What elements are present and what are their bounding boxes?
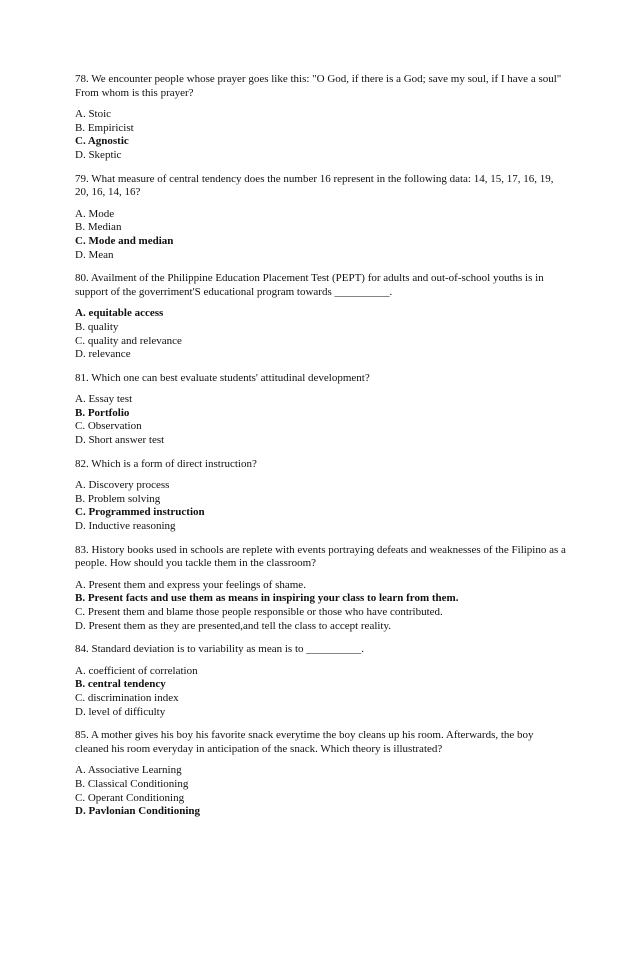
question-block — [75, 173, 568, 263]
answer-choice: D. level of difficulty — [75, 705, 166, 718]
choice-list — [75, 307, 568, 361]
answer-choice: D. Short answer test — [75, 434, 165, 447]
correct-answer-choice: C. Agnostic — [75, 135, 129, 148]
answer-choice: B. Classical Conditioning — [75, 777, 189, 790]
choice-list — [75, 665, 568, 719]
answer-choice: A. Stoic — [75, 108, 112, 121]
answer-choice: C. quality and relevance — [75, 334, 182, 347]
answer-choice: B. quality — [75, 320, 119, 333]
question-stem: 82. Which is a form of direct instruction? — [75, 457, 257, 470]
question-block — [75, 458, 568, 534]
answer-choice: A. Discovery process — [75, 479, 170, 492]
correct-answer-choice: B. Present facts and use them as means in inspiring your class to learn from them. — [75, 592, 459, 605]
correct-answer-choice: D. Pavlonian Conditioning — [75, 805, 201, 818]
correct-answer-choice: B. Portfolio — [75, 406, 130, 419]
question-stem: 84. Standard deviation is to variability as mean is to __________. — [75, 643, 365, 656]
answer-choice: A. Mode — [75, 207, 115, 220]
answer-choice: A. Essay test — [75, 393, 133, 406]
question-stem: 81. Which one can best evaluate students' attitudinal development? — [75, 371, 370, 384]
answer-choice: D. Mean — [75, 248, 114, 261]
correct-answer-choice: C. Programmed instruction — [75, 506, 205, 519]
question-block — [75, 73, 568, 163]
question-block — [75, 643, 568, 719]
answer-choice: D. Skeptic — [75, 148, 122, 161]
answer-choice: C. Observation — [75, 420, 142, 433]
question-block — [75, 372, 568, 448]
choice-list — [75, 208, 568, 262]
answer-choice: D. Inductive reasoning — [75, 520, 176, 533]
choice-list — [75, 579, 568, 633]
answer-choice: B. Empiricist — [75, 121, 134, 134]
question-block — [75, 272, 568, 362]
question-stem: 79. What measure of central tendency does the number 16 represent in the following data: 14, 15, 17, 16, 19, 20, 16, 14, 16? — [75, 172, 554, 199]
answer-choice: B. Problem solving — [75, 492, 161, 505]
choice-list — [75, 108, 568, 162]
question-stem: 85. A mother gives his boy his favorite snack everytime the boy cleans up his room. Afterwards, the boy cleaned his room everyday in anticipation of the snack. Which theory is illustrated? — [75, 729, 534, 755]
answer-choice: D. relevance — [75, 348, 131, 361]
answer-choice: D. Present them as they are presented,and tell the class to accept reality. — [75, 619, 392, 632]
choice-list — [75, 479, 568, 533]
answer-choice: C. Operant Conditioning — [75, 791, 185, 804]
question-stem: 83. History books used in schools are replete with events portraying defeats and weaknesses of the Filipino as a people. How should you tackle them in the classroom? — [75, 543, 566, 570]
question-block — [75, 729, 568, 819]
answer-choice: C. Present them and blame those people responsible or those who have contributed. — [75, 606, 443, 618]
correct-answer-choice: A. equitable access — [75, 307, 164, 320]
answer-choice: A. Present them and express your feelings of shame. — [75, 578, 306, 591]
correct-answer-choice: C. Mode and median — [75, 234, 174, 247]
answer-choice: A. coefficient of correlation — [75, 664, 198, 677]
choice-list — [75, 764, 568, 818]
correct-answer-choice: B. central tendency — [75, 678, 166, 691]
answer-choice: B. Median — [75, 221, 122, 234]
question-block — [75, 544, 568, 634]
answer-choice: C. discrimination index — [75, 691, 179, 704]
answer-choice: A. Associative Learning — [75, 764, 182, 777]
choice-list — [75, 393, 568, 447]
question-stem: 78. We encounter people whose prayer goes like this: "O God, if there is a God; save my soul, if I have a soul" From whom is this prayer? — [75, 73, 562, 99]
question-list — [75, 73, 568, 819]
question-stem: 80. Availment of the Philippine Education Placement Test (PEPT) for adults and out-of-school youths is in support of the goverriment'S educational program towards __________. — [75, 272, 544, 298]
